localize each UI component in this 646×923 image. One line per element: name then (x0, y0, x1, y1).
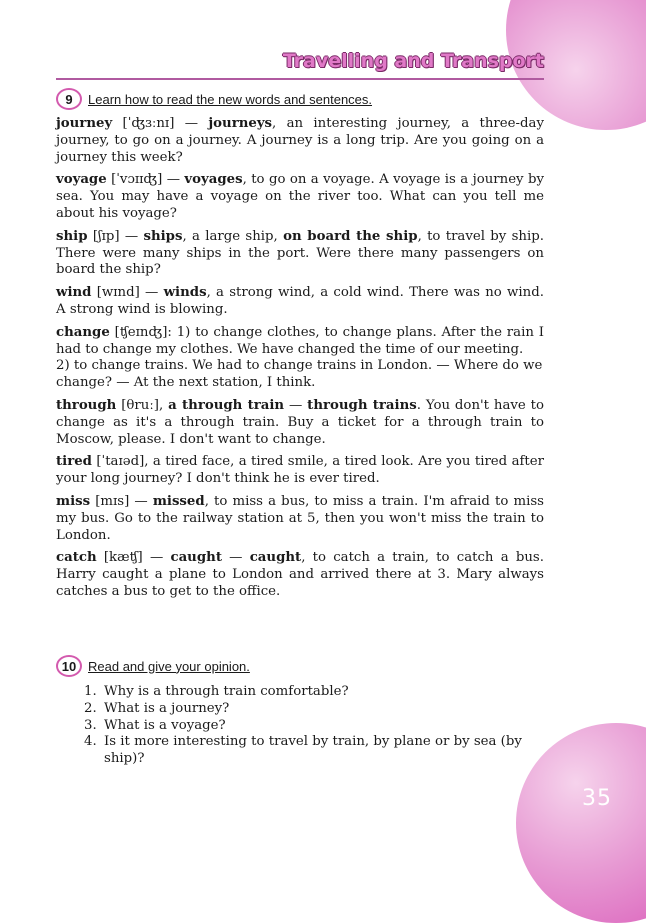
word-form-2: caught (249, 550, 302, 566)
entry-text: , to go on a voyage. A voyage is a journey by sea. You may have a voyage on the river too. What can you tell me about his voyage? (56, 172, 544, 221)
question-item (84, 701, 544, 718)
page-title: Travelling and Transport (282, 50, 544, 72)
headword: through (56, 397, 117, 413)
word-form: caught (170, 550, 222, 566)
task-instruction: Learn how to read the new words and sentences. (88, 91, 373, 107)
vocab-entry-ship: ship [ʃɪp] — ships, a large ship, on board the ship, to travel by ship. There were many ships in the port. Were there many passengers on board the ship? (56, 228, 544, 278)
headword: change (56, 324, 110, 340)
task-10-header (56, 655, 250, 677)
question-item (84, 684, 544, 701)
transcription: [wɪnd] (96, 285, 140, 301)
transcription: [ˈtaɪəd], (96, 454, 149, 470)
task-number-badge: 10 (56, 655, 82, 677)
transcription: [ʃɪp] (92, 228, 120, 244)
word-form: voyages (184, 172, 243, 188)
word-form: ships (143, 228, 183, 244)
headword: miss (56, 493, 91, 509)
entry-text-2: 2) to change trains. We had to change trains in London. — Where do we change? — At the next station, I think. (56, 358, 543, 391)
transcription: [mɪs] (95, 493, 130, 509)
question-number: 3. (84, 717, 97, 733)
question-item (84, 718, 544, 735)
phrase: on board the ship (283, 228, 418, 244)
transcription: [θruː], (121, 397, 164, 413)
word-form: missed (152, 493, 205, 509)
question-text: Why is a through train comfortable? (104, 684, 349, 699)
vocab-entry-through: through [θruː], a through train — through trains. You don't have to change as it's a through train. Buy a ticket for a through train to Moscow, please. I don't want to change. (56, 397, 544, 447)
question-item (84, 734, 544, 768)
headword: catch (56, 550, 97, 566)
question-number: 1. (84, 684, 97, 699)
vocab-entry-wind: wind [wɪnd] — winds, a strong wind, a cold wind. There was no wind. A strong wind is blowing. (56, 285, 544, 317)
headword: voyage (56, 172, 107, 188)
task-number-badge: 9 (56, 88, 82, 110)
word-form: winds (163, 285, 207, 301)
headword: tired (56, 454, 92, 470)
entry-text: , to travel by ship. There were many ships in the port. Were there many passengers on board the ship? (56, 228, 544, 278)
question-text: Is it more interesting to travel by train, by plane or by sea (by ship)? (104, 734, 522, 767)
task-instruction: Read and give your opinion. (88, 658, 250, 674)
vocab-entry-change (56, 325, 544, 392)
vocab-entry-journey: journey [ˈʤɜːnɪ] — journeys, an interesting journey, a three-day journey, to go on a journey. A journey is a long trip. Are you going on a journey this week? (56, 116, 544, 165)
question-text: What is a voyage? (104, 717, 226, 733)
headword: ship (56, 228, 88, 244)
page-number: 35 (582, 786, 612, 811)
vocab-entry-voyage: voyage [ˈvɔɪɪʤ] — voyages, to go on a voyage. A voyage is a journey by sea. You may have a voyage on the river too. What can you tell me about his voyage? (56, 172, 544, 221)
headword: journey (56, 116, 113, 131)
vocab-entry-catch: catch [kæʧ] — caught — caught, to catch a train, to catch a bus. Harry caught a plane to London and arrived there at 3. Mary always catches a bus to get to the office. (56, 550, 544, 599)
vocab-entry-tired (56, 454, 544, 488)
task-9-header (56, 88, 372, 110)
vocab-entry-miss: miss [mɪs] — missed, to miss a bus, to miss a train. I'm afraid to miss my bus. Go to the railway station at 5, then you won't miss the train to London. (56, 493, 544, 543)
question-number: 2. (84, 700, 97, 716)
entry-text: , to miss a bus, to miss a train. I'm afraid to miss my bus. Go to the railway station at 5, then you won't miss the train to London. (56, 493, 544, 543)
title-divider (56, 78, 544, 80)
entry-text: a tired face, a tired smile, a tired look. Are you tired after your long journey? I don't think he is ever tired. (56, 454, 544, 487)
transcription: [ˈvɔɪɪʤ] (111, 172, 163, 188)
entry-text: , to catch a train, to catch a bus. Harry caught a plane to London and arrived there at 3. Mary always catches a bus to get to the office. (56, 550, 544, 599)
headword: wind (56, 285, 92, 301)
entry-text: 1) to change clothes, to change plans. After the rain I had to change my clothes. We have changed the time of our meeting. (56, 324, 544, 357)
entry-text: . You don't have to change as it's a through train. Buy a ticket for a through train to Moscow, please. I don't want to change. (56, 397, 544, 447)
transcription: [ˈʤɜːnɪ] (122, 116, 175, 131)
phrase: a through train (168, 397, 285, 413)
vocabulary-list (56, 116, 544, 607)
entry-text: , an interesting journey, a three-day journey, to go on a journey. A journey is a long trip. Are you going on a journey this week? (56, 116, 544, 165)
question-number: 4. (84, 734, 97, 750)
transcription: [kæʧ] (103, 550, 143, 566)
entry-text: , a strong wind, a cold wind. There was no wind. A strong wind is blowing. (56, 285, 544, 317)
question-text: What is a journey? (104, 700, 230, 716)
question-list (84, 684, 544, 768)
word-form: journeys (208, 116, 273, 131)
transcription: [ʧeɪnʤ]: (114, 324, 172, 340)
word-form: through trains (307, 397, 417, 413)
